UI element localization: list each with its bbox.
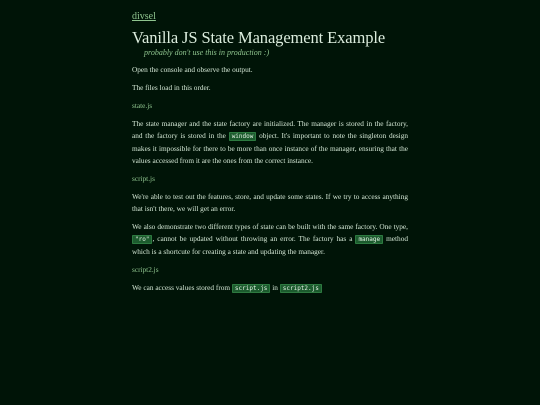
section-script2-paragraph bbox=[132, 282, 408, 295]
text-span: We also demonstrate two different types of state can be built with the same factory. One type, bbox=[132, 222, 408, 231]
brand-link[interactable]: divsel bbox=[132, 11, 156, 22]
text-span: , cannot be updated without throwing an error. The factory has a bbox=[152, 234, 356, 243]
text-span: in bbox=[270, 283, 280, 292]
section-heading-script-js: script.js bbox=[132, 174, 155, 183]
section-script-paragraph-1: We're able to test out the features, store, and update some states. If we try to access anything that isn't there, we will get an error. bbox=[132, 192, 408, 213]
main-content bbox=[132, 6, 408, 295]
section-script-paragraph-2 bbox=[132, 221, 408, 258]
intro-file-order: The files load in this order. bbox=[132, 83, 211, 92]
code-window: window bbox=[229, 132, 257, 141]
code-ro: "ro" bbox=[132, 235, 152, 244]
text-span: method which is a shortcute for creating a state and updating the manager. bbox=[132, 234, 408, 256]
section-state-paragraph bbox=[132, 118, 408, 167]
page-subtitle: probably don't use this in production :) bbox=[144, 48, 270, 57]
intro-open-console: Open the console and observe the output. bbox=[132, 65, 253, 74]
section-heading-state-js: state.js bbox=[132, 101, 153, 110]
text-span: object. It's important to note the singleton design makes it impossible for there to be more than once instance of the manager, ensuring that the values accessed from it are the ones from the correct instance. bbox=[132, 131, 408, 165]
page-title: Vanilla JS State Management Example bbox=[132, 28, 386, 47]
section-heading-script2-js: script2.js bbox=[132, 265, 159, 274]
code-script-js: script.js bbox=[232, 284, 271, 293]
code-script2-js: script2.js bbox=[280, 284, 322, 293]
code-manage: manage bbox=[355, 235, 383, 244]
text-span: The state manager and the state factory are initialized. The manager is stored in the factory, and the factory is stored in the bbox=[132, 119, 408, 140]
text-span: We can access values stored from bbox=[132, 283, 232, 292]
